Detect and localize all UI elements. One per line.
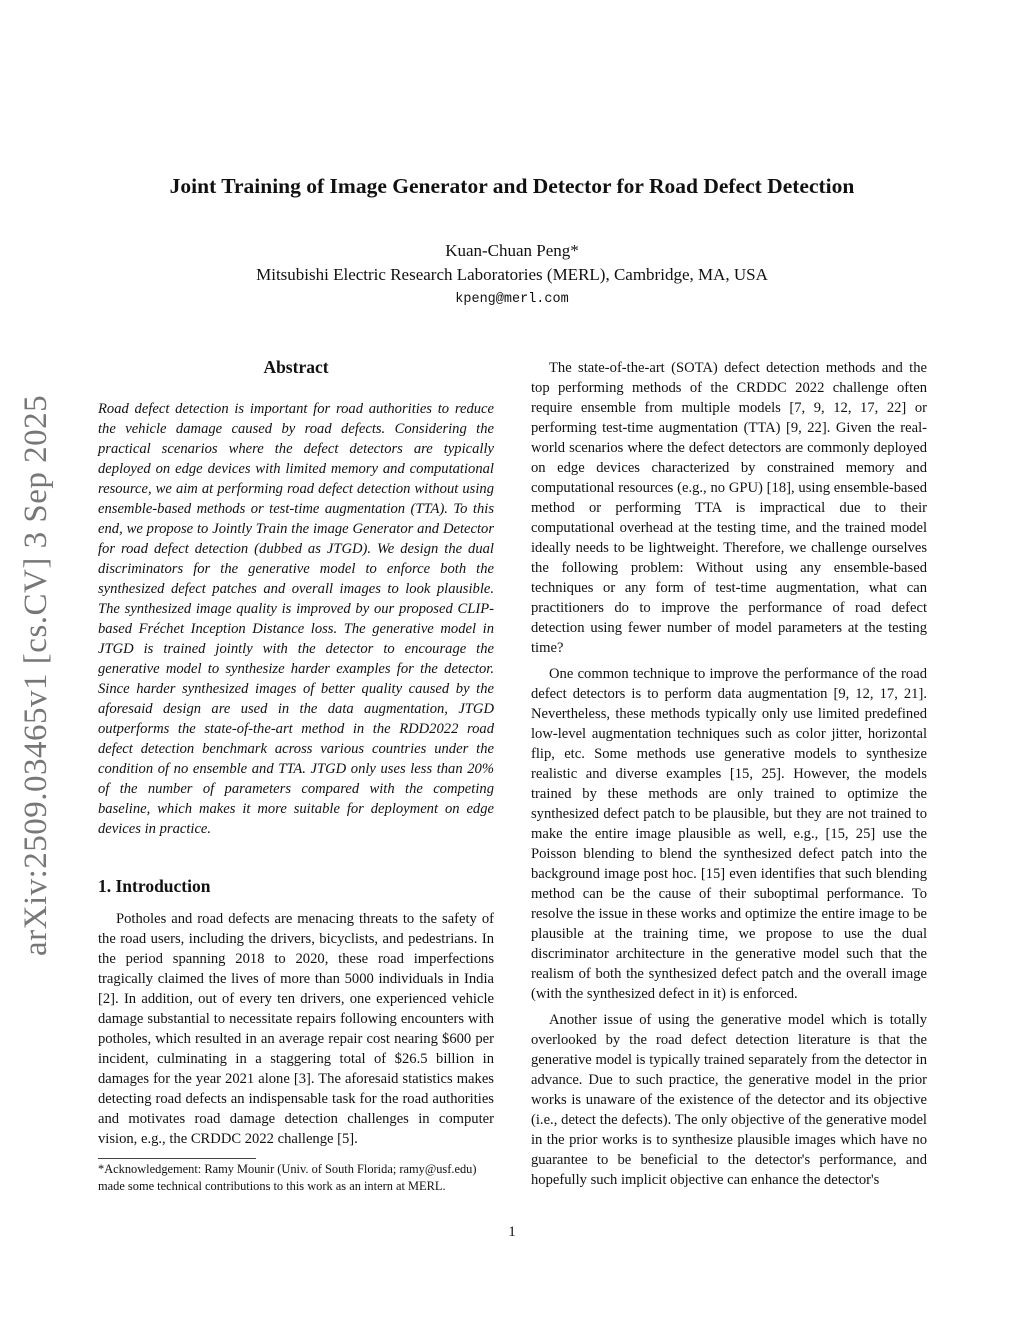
- author-affiliation: Mitsubishi Electric Research Laboratories (MERL), Cambridge, MA, USA: [256, 265, 768, 284]
- page-number: 1: [508, 1224, 516, 1240]
- footnote-rule: [98, 1158, 256, 1159]
- arxiv-identifier: arXiv:2509.03465v1 [cs.CV] 3 Sep 2025: [18, 394, 54, 956]
- right-column-text: [531, 358, 927, 1190]
- paper-title: Joint Training of Image Generator and Detector for Road Defect Detection: [169, 174, 855, 198]
- abstract-text: Road defect detection is important for road authorities to reduce the vehicle damage caused by road defects. Considering the practical scenarios where the defect detectors are typically deployed on edge devices with limited memory and computational resource, we aim at performing road defect detection without using ensemble-based methods or test-time augmentation (TTA). To this end, we propose to Jointly Train the image Generator and Detector for road defect detection (dubbed as JTGD). We design the dual discriminators for the generative model to enforce both the synthesized defect patches and overall images to look plausible. The synthesized image quality is improved by our proposed CLIP-based Fréchet Inception Distance loss. The generative model in JTGD is trained jointly with the detector to encourage the generative model to synthesize harder examples for the detector. Since harder synthesized images of better quality caused by the aforesaid design are used in the data augmentation, JTGD outperforms the state-of-the-art method in the RDD2022 road defect detection benchmark across various countries under the condition of no ensemble and TTA. JTGD only uses less than 20% of the number of parameters compared with the competing baseline, which makes it more suitable for deployment on edge devices in practice.: [98, 401, 494, 837]
- introduction-paragraph-4: Another issue of using the generative model which is totally overlooked by the road defect detection literature is that the generative model is typically trained separately from the detector in advance. Due to such practice, the generative model in the prior works is unaware of the existence of the detector and its objective (i.e., detect the defects). The only objective of the generative model in the prior works is to synthesize plausible images which have no guarantee to be beneficial to the detector's performance, and hopefully such implicit objective can enhance the detector's: [531, 1012, 927, 1188]
- introduction-heading: 1. Introduction: [98, 876, 211, 896]
- abstract-heading: Abstract: [263, 357, 329, 377]
- acknowledgement-footnote: *Acknowledgement: Ramy Mounir (Univ. of South Florida; ramy@usf.edu) made some technical contributions to this work as an intern at MERL.: [98, 1162, 477, 1193]
- introduction-paragraph-1: Potholes and road defects are menacing threats to the safety of the road users, including the drivers, bicyclists, and pedestrians. In the period spanning 2018 to 2020, these road imperfections tragically claimed the lives of more than 5000 individuals in India [2]. In addition, out of every ten drivers, one experienced vehicle damage substantial to necessitate repairs following encounters with potholes, which resulted in an average repair cost nearing $600 per incident, culminating in a staggering total of $26.5 billion in damages for the year 2021 alone [3]. The aforesaid statistics makes detecting road defects an indispensable task for the road authorities and motivates road damage detection challenges in computer vision, e.g., the CRDDC 2022 challenge [5].: [98, 911, 494, 1147]
- author-email: kpeng@merl.com: [455, 292, 569, 307]
- introduction-paragraph-3: One common technique to improve the performance of the road defect detectors is to perform data augmentation [9, 12, 17, 21]. Nevertheless, these methods typically only use limited predefined low-level augmentation techniques such as color jitter, horizontal flip, etc. Some methods use generative models to synthesize realistic and diverse examples [15, 25]. However, the models trained by these methods are only trained to optimize the synthesized defect patch to be plausible, but they are not trained to make the entire image plausible as well, e.g., [15, 25] use the Poisson blending to blend the synthesized defect patch into the background image post hoc. [15] even identifies that such blending method can be the cause of their suboptimal performance. To resolve the issue in these works and optimize the entire image to be plausible at the training time, we propose to use the dual discriminator architecture in the generative model such that the realism of both the synthesized defect patch and the overall image (with the synthesized defect in it) is enforced.: [531, 666, 927, 1002]
- author-name: Kuan-Chuan Peng*: [445, 241, 579, 260]
- introduction-paragraph-2: The state-of-the-art (SOTA) defect detection methods and the top performing methods of the CRDDC 2022 challenge often require ensemble from multiple models [7, 9, 12, 17, 22] or performing test-time augmentation (TTA) [9, 22]. Given the real-world scenarios where the defect detectors are commonly deployed on edge devices characterized by constrained memory and computational resources (e.g., no GPU) [18], using ensemble-based method or performing TTA is impractical due to their computational overhead at the testing time, and the trained model ideally needs to be lightweight. Therefore, we challenge ourselves the following problem: Without using any ensemble-based techniques or any form of test-time augmentation, what can practitioners do to improve the performance of road defect detection using fewer number of model parameters at the testing time?: [531, 360, 927, 656]
